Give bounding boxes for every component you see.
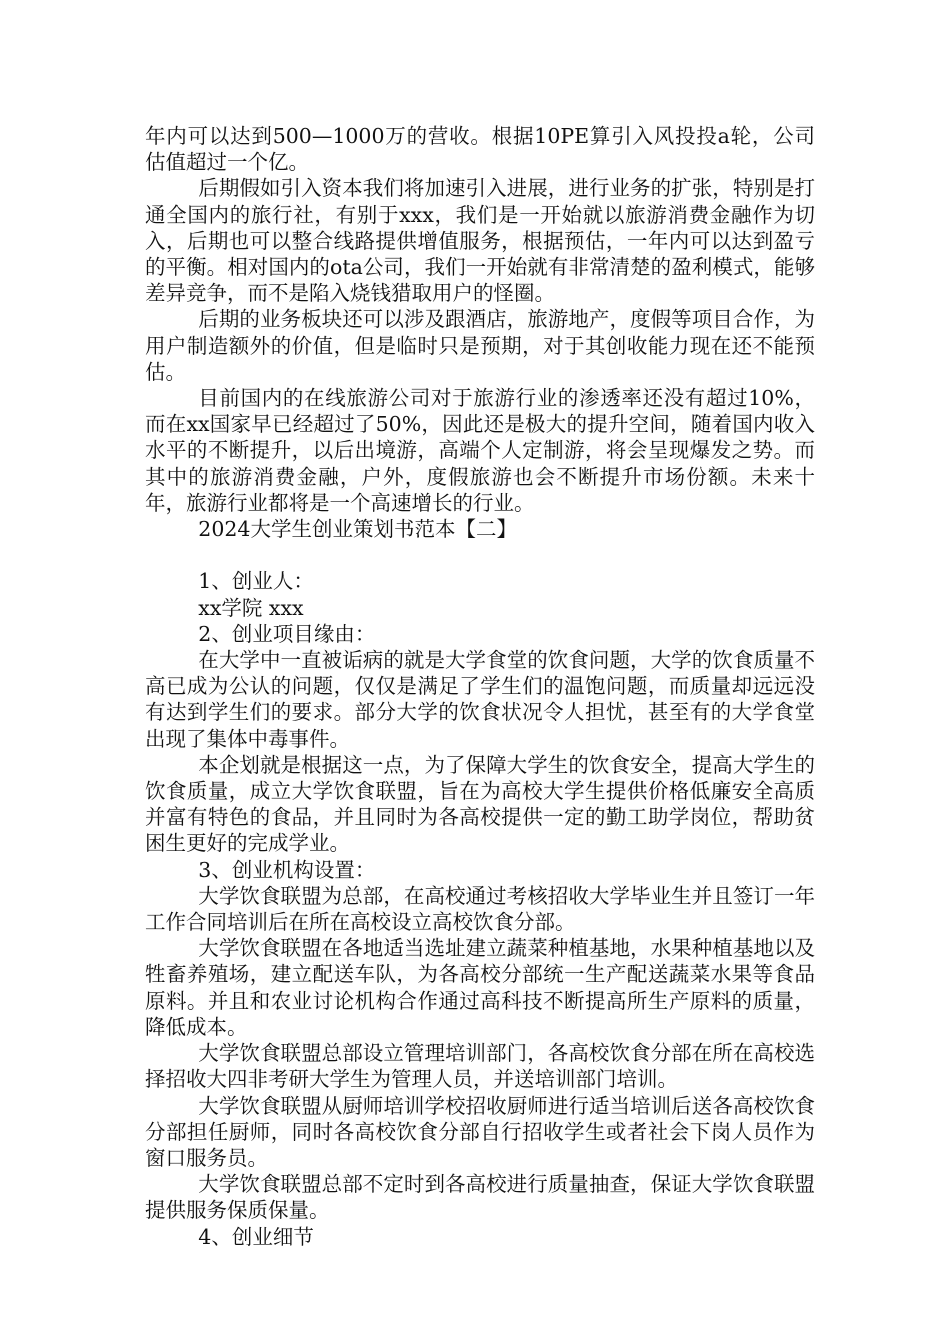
founder-name: xx学院 xxx <box>198 595 304 620</box>
heading-project-reason: 2、创业项目缘由： <box>198 621 376 646</box>
paragraph-org-2: 大学饮食联盟在各地适当选址建立蔬菜种植基地，水果种植基地以及牲畜养殖场，建立配送车队，为各高校分部统一生产配送蔬菜水果等食品原料。并且和农业讨论机构合作通过高科技不断提高所生产原料的质量，降低成本。 <box>145 936 815 1039</box>
paragraph-4: 目前国内的在线旅游公司对于旅游行业的渗透率还没有超过10%，而在xx国家早已经超过了50%，因此还是极大的提升空间，随着国内收入水平的不断提升，以后出境游，高端个人定制游，将会呈现爆发之势。而其中的旅游消费金融，户外，度假旅游也会不断提升市场份额。未来十年，旅游行业都将是一个高速增长的行业。 <box>145 386 815 515</box>
paragraph-org-1: 大学饮食联盟为总部，在高校通过考核招收大学毕业生并且签订一年工作合同培训后在所在高校设立高校饮食分部。 <box>145 883 815 935</box>
paragraph-1: 年内可以达到500—1000万的营收。根据10PE算引入风投投a轮，公司估值超过一个亿。 <box>145 124 815 175</box>
paragraph-3: 后期的业务板块还可以涉及跟酒店，旅游地产，度假等项目合作，为用户制造额外的价值，但是临时只是预期，对于其创收能力现在还不能预估。 <box>145 307 815 384</box>
heading-founder: 1、创业人： <box>198 569 314 594</box>
heading-org-setup: 3、创业机构设置： <box>198 857 376 882</box>
paragraph-org-4: 大学饮食联盟从厨师培训学校招收厨师进行适当培训后送各高校饮食分部担任厨师，同时各高校饮食分部自行招收学生或者社会下岗人员作为窗口服务员。 <box>145 1093 815 1170</box>
paragraph-org-3: 大学饮食联盟总部设立管理培训部门，各高校饮食分部在所在高校选择招收大四非考研大学生为管理人员，并送培训部门培训。 <box>145 1041 815 1092</box>
blank-line <box>145 542 815 568</box>
document-body <box>145 123 815 1250</box>
section-title: 2024大学生创业策划书范本【二】 <box>198 517 517 542</box>
paragraph-org-5: 大学饮食联盟总部不定时到各高校进行质量抽查，保证大学饮食联盟提供服务保质保量。 <box>145 1172 815 1223</box>
paragraph-reason-2: 本企划就是根据这一点，为了保障大学生的饮食安全，提高大学生的饮食质量，成立大学饮食联盟，旨在为高校大学生提供价格低廉安全高质并富有特色的食品，并且同时为各高校提供一定的勤工助学岗位，帮助贫困生更好的完成学业。 <box>145 752 815 856</box>
heading-details: 4、创业细节 <box>198 1224 314 1249</box>
paragraph-2: 后期假如引入资本我们将加速引入进展，进行业务的扩张，特别是打通全国内的旅行社，有别于xxx，我们是一开始就以旅游消费金融作为切入，后期也可以整合线路提供增值服务，根据预估，一年内可以达到盈亏的平衡。相对国内的ota公司，我们一开始就有非常清楚的盈利模式，能够差异竞争，而不是陷入烧钱猎取用户的怪圈。 <box>145 176 815 306</box>
paragraph-reason-1: 在大学中一直被诟病的就是大学食堂的饮食问题，大学的饮食质量不高已成为公认的问题，仅仅是满足了学生们的温饱问题，而质量却远远没有达到学生们的要求。部分大学的饮食状况令人担忧，甚至有的大学食堂出现了集体中毒事件。 <box>145 648 815 751</box>
